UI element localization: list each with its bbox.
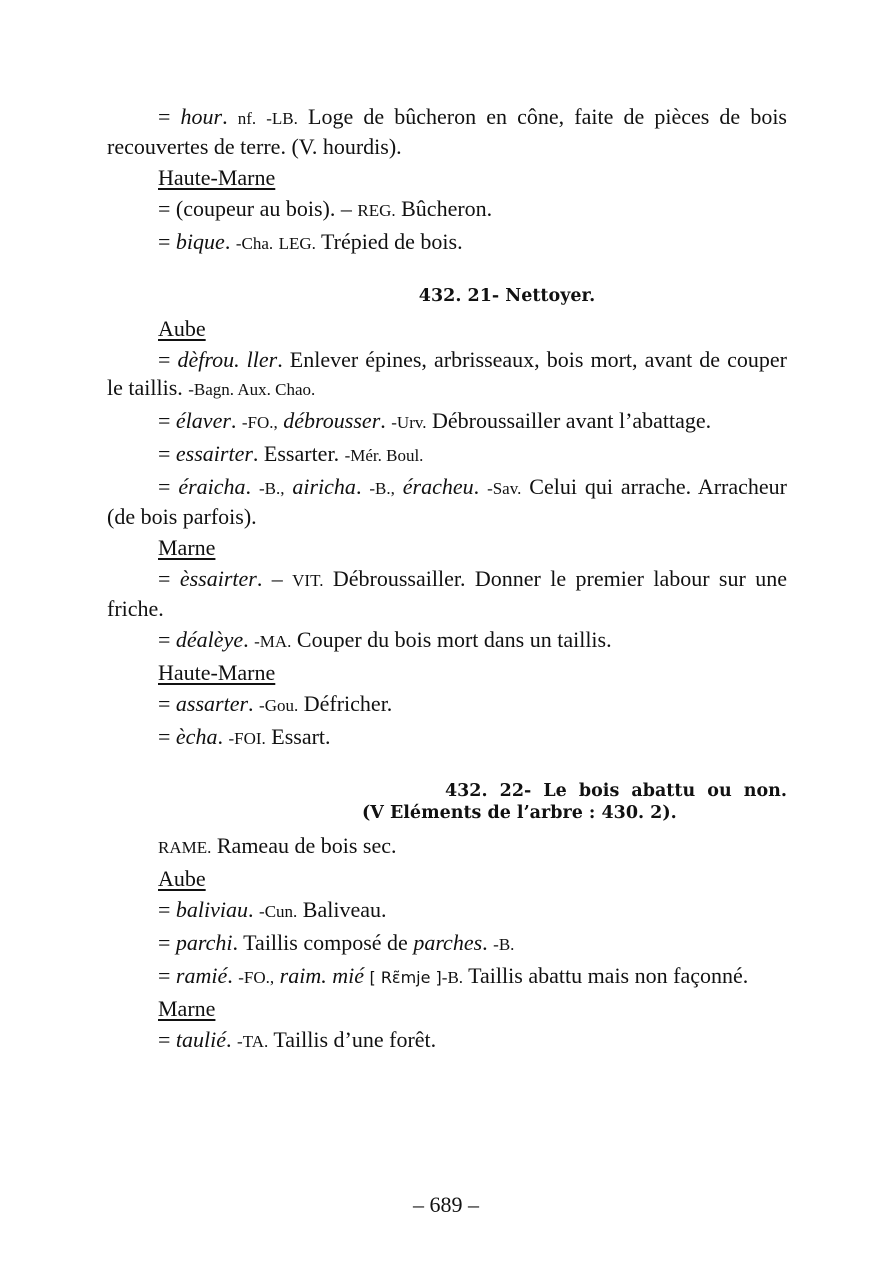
definition: Taillis abattu mais non façonné. — [468, 963, 749, 988]
headword: élaver — [175, 408, 231, 433]
headword: airicha — [292, 474, 356, 499]
source-label: -B. — [493, 935, 515, 954]
entry-bique: = bique. -Cha. LEG. Trépied de bois. — [158, 229, 463, 254]
definition: Celui qui arrache. Arracheur (de bois parfois). — [107, 474, 787, 529]
definition: Taillis composé de — [243, 930, 408, 955]
headword: essairter — [175, 441, 253, 466]
page-body — [107, 103, 787, 1059]
entry-essairter2: = èssairter. – VIT. Débroussailler. Donner le premier labour sur une friche. — [107, 566, 787, 621]
source-label: LEG. — [278, 234, 316, 253]
region-heading: Aube — [158, 316, 206, 341]
headword: parchi — [175, 930, 233, 955]
source-label: -FOI. — [228, 729, 266, 748]
page-number: – 689 – — [413, 1192, 479, 1217]
entry-ramie: = ramié. -FO., raim. mié [ Rɛ̃mje ]-B. Taillis abattu mais non façonné. — [158, 963, 749, 988]
entry-parchi: = parchi. Taillis composé de parches. -B. — [158, 930, 515, 955]
definition: Rameau de bois sec. — [216, 833, 397, 858]
headword: assarter — [175, 691, 249, 716]
source-label: -Sav. — [487, 479, 522, 498]
headword: dèfrou. ller — [177, 347, 278, 372]
region-heading: Marne — [158, 535, 216, 560]
source-label: -TA. — [237, 1032, 269, 1051]
headword: raim. mié — [279, 963, 364, 988]
headword: bique — [175, 229, 225, 254]
headword: éraicha — [178, 474, 246, 499]
definition: Enlever épines, arbrisseaux, bois mort, avant de couper le taillis. — [107, 347, 787, 400]
source-label: -Bagn. Aux. Chao. — [188, 380, 316, 399]
headword: éracheu — [402, 474, 474, 499]
region-heading: Haute-Marne — [158, 165, 276, 190]
headword: baliviau — [175, 897, 249, 922]
source-label: -MA. — [254, 632, 292, 651]
definition: Essarter. — [263, 441, 340, 466]
entry-echa: = ècha. -FOI. Essart. — [158, 724, 331, 749]
definition: Débroussailler. Donner le premier labour sur une friche. — [107, 566, 787, 621]
region-heading: Haute-Marne — [158, 660, 276, 685]
headword: déalèye — [175, 627, 244, 652]
source-label: -LB. — [266, 109, 298, 128]
definition: Baliveau. — [302, 897, 387, 922]
headword: ècha — [175, 724, 218, 749]
definition: Taillis d’une forêt. — [273, 1027, 437, 1052]
source-label: -Mér. Boul. — [344, 446, 424, 465]
entry-hour: = hour. nf. -LB. Loge de bûcheron en cône, faite de pièces de bois recouvertes de terre. (V. hourdis). — [107, 104, 787, 159]
source-label: -FO., — [238, 968, 275, 987]
source-label: -Gou. — [259, 696, 299, 715]
headword: taulié — [175, 1027, 227, 1052]
entry-rame — [107, 832, 787, 862]
headword: èssairter — [179, 566, 257, 591]
entry-coupeur: = (coupeur au bois). – REG. Bûcheron. — [158, 196, 493, 221]
definition: Défricher. — [303, 691, 393, 716]
source-label: -B., — [258, 479, 285, 498]
headword: ramié — [175, 963, 228, 988]
entry-defrou: = dèfrou. ller. Enlever épines, arbrisseaux, bois mort, avant de couper le taillis. -Bagn. Aux. Chao. — [107, 347, 787, 400]
source-label: -Cha. — [235, 234, 274, 253]
source-label: -B. — [441, 968, 464, 987]
entry-assarter: = assarter. -Gou. Défricher. — [158, 691, 393, 716]
entry-taulie: = taulié. -TA. Taillis d’une forêt. — [158, 1027, 437, 1052]
entry-elaver: = élaver. -FO., débrousser. -Urv. Débroussailler avant l’abattage. — [158, 408, 712, 433]
region-heading: Marne — [158, 996, 216, 1021]
entry-dealeye: = déalèye. -MA. Couper du bois mort dans un taillis. — [158, 627, 612, 652]
definition: Couper du bois mort dans un taillis. — [296, 627, 612, 652]
definition: Trépied de bois. — [321, 229, 463, 254]
section-subheading: (V Eléments de l’arbre : 430. 2). — [362, 803, 677, 823]
definition: Bûcheron. — [401, 196, 493, 221]
definition: Débroussailler avant l’abattage. — [432, 408, 712, 433]
entry-eraicha: = éraicha. -B., airicha. -B., éracheu. -Sav. Celui qui arrache. Arracheur (de bois parfois). — [107, 474, 787, 529]
headword: parches — [413, 930, 483, 955]
headword: (coupeur au bois). — [175, 196, 336, 221]
phonetic-transcription: [ Rɛ̃mje ] — [369, 968, 442, 987]
region-heading: Aube — [158, 866, 206, 891]
entry-baliviau: = baliviau. -Cun. Baliveau. — [158, 897, 387, 922]
source-label: -Cun. — [259, 902, 298, 921]
source-label: -B., — [369, 479, 395, 498]
headword: RAME. — [158, 838, 212, 857]
source-label: -FO., — [241, 413, 278, 432]
definition: Loge de bûcheron en cône, faite de pièces de bois recouvertes de terre. (V. hourdis). — [107, 104, 787, 159]
source-label: REG. — [357, 201, 396, 220]
grammar-label: nf. — [237, 109, 257, 128]
entry-essairter: = essairter. Essarter. -Mér. Boul. — [158, 441, 424, 466]
definition: Essart. — [271, 724, 331, 749]
headword: hour — [180, 104, 223, 129]
section-heading: 432. 21- Nettoyer. — [418, 286, 596, 306]
source-label: -Urv. — [391, 413, 427, 432]
section-heading: 432. 22- Le bois abattu ou non. — [444, 781, 787, 801]
source-label: VIT. — [292, 571, 324, 590]
headword: débrousser — [283, 408, 381, 433]
